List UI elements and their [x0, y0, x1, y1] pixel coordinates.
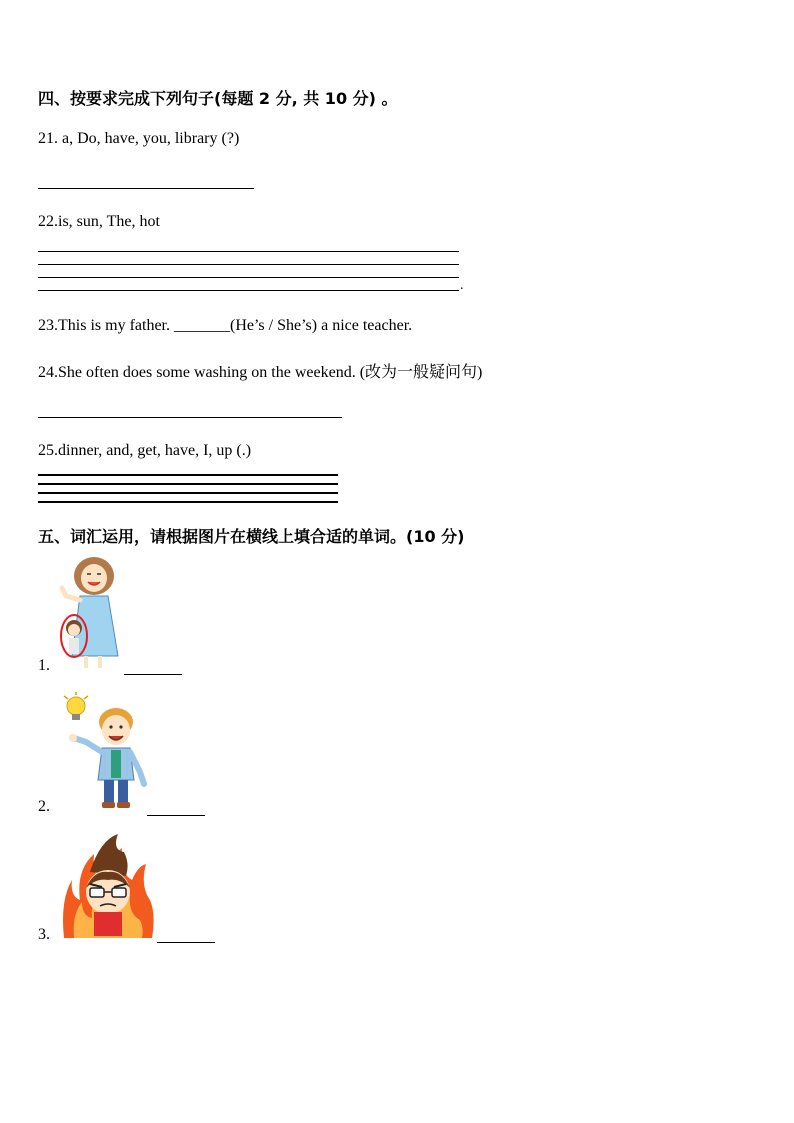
answer-blank-3[interactable]	[157, 942, 215, 943]
question-22: 22.is, sun, The, hot	[38, 213, 160, 230]
item-1-number: 1.	[38, 657, 50, 674]
section-4-heading: 四、按要求完成下列句子(每题 2 分, 共 10 分) 。	[38, 89, 398, 108]
question-23: 23.This is my father. _______(He’s / She’s) a nice teacher.	[38, 317, 413, 334]
question-25: 25.dinner, and, get, have, I, up (.)	[38, 442, 252, 459]
question-24: 24.She often does some washing on the weekend. (改为一般疑问句)	[38, 364, 483, 381]
question-22-period: .	[460, 278, 464, 293]
answer-line-22b[interactable]	[38, 264, 459, 265]
item-3-number: 3.	[38, 926, 50, 943]
answer-line-22c[interactable]	[38, 277, 459, 278]
section-5-heading: 五、词汇运用，请根据图片在横线上填合适的单词。(10 分)	[38, 527, 465, 546]
angry-boy-flames-picture	[60, 830, 156, 940]
answer-line-25a[interactable]	[38, 474, 338, 476]
boy-with-idea-bulb-picture	[62, 692, 148, 812]
item-2-number: 2.	[38, 798, 50, 815]
answer-line-25b[interactable]	[38, 483, 338, 485]
answer-line-24[interactable]	[38, 417, 342, 418]
light-bulb-icon	[64, 692, 88, 720]
answer-line-22d[interactable]	[38, 290, 459, 291]
answer-line-22a[interactable]	[38, 251, 459, 252]
question-21: 21. a, Do, have, you, library (?)	[38, 130, 240, 147]
answer-line-25c[interactable]	[38, 492, 338, 494]
answer-line-25d[interactable]	[38, 501, 338, 503]
answer-blank-1[interactable]	[124, 674, 182, 675]
mother-and-child-picture	[56, 556, 126, 670]
answer-blank-2[interactable]	[147, 815, 205, 816]
answer-line-21[interactable]	[38, 188, 254, 189]
